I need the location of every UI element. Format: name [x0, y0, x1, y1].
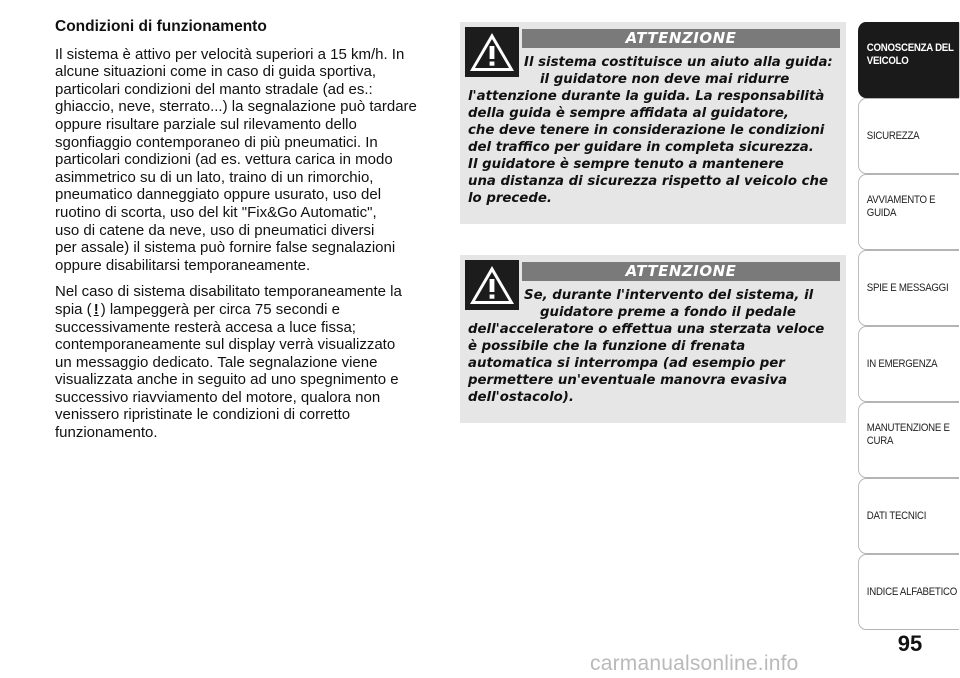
main-text-column	[55, 18, 440, 451]
tab-in-emergenza[interactable]: IN EMERGENZA	[858, 326, 959, 402]
tab-manutenzione-e-cura[interactable]: MANUTENZIONE E CURA	[858, 402, 959, 478]
section-tabs	[858, 22, 960, 630]
tab-conoscenza-del-veicolo[interactable]: CONOSCENZA DEL VEICOLO	[858, 22, 959, 98]
tab-avviamento-e-guida[interactable]: AVVIAMENTO E GUIDA	[858, 174, 959, 250]
warning-title: ATTENZIONE	[522, 29, 840, 48]
page-number: 95	[897, 631, 923, 656]
paragraph-2: Nel caso di sistema disabilitato temporaneamente la spia ( ! ) lampeggerà per circa 75 secondi e successivamente resterà accesa a luce fissa; contemporaneamente sul display verrà visualizzato un messaggio dedicato. Tale segnalazione viene visualizzata anche in seguito ad uno spegnimento e successivo riavviamento del motore, qualora non venissero ripristinate le condizioni di corretto funzionamento.	[55, 283, 402, 442]
section-heading: Condizioni di funzionamento	[55, 18, 267, 35]
warning-box-2	[460, 255, 846, 423]
warning-lamp-icon: !	[93, 300, 99, 318]
tab-spie-e-messaggi[interactable]: SPIE E MESSAGGI	[858, 250, 959, 326]
warning-box-1	[460, 22, 846, 224]
watermark: carmanualsonline.info	[590, 652, 799, 675]
tab-sicurezza[interactable]: SICUREZZA	[858, 98, 959, 174]
tab-dati-tecnici[interactable]: DATI TECNICI	[858, 478, 959, 554]
warning-text: Il sistema costituisce un aiuto alla guida: il guidatore non deve mai ridurre l'attenzione durante la guida. La responsabilità della guida è sempre affidata al guidatore, che deve tenere in considerazione le condizioni del traffico per guidare in completa sicurezza. Il guidatore è sempre tenuto a mantenere una distanza di sicurezza rispetto al veicolo che lo precede.	[468, 55, 833, 206]
paragraph-1: Il sistema è attivo per velocità superiori a 15 km/h. In alcune situazioni come in caso di guida sportiva, particolari condizioni del manto stradale (ad es.: ghiaccio, neve, sterrato...) la segnalazione può tardare oppure risultare parziale sul rilevamento dello sgonfiaggio contemporaneo di più pneumatici. In particolari condizioni (ad es. vettura carica in modo asimmetrico su di un lato, traino di un rimorchio, pneumatico danneggiato oppure usurato, uso del ruotino di scorta, uso del kit "Fix&Go Automatic", uso di catene da neve, uso di pneumatici diversi per assale) il sistema può fornire false segnalazioni oppure disabilitarsi temporaneamente.	[55, 45, 417, 274]
tab-indice-alfabetico[interactable]: INDICE ALFABETICO	[858, 554, 959, 630]
warning-title: ATTENZIONE	[522, 262, 840, 281]
warning-text: Se, durante l'intervento del sistema, il guidatore preme a fondo il pedale dell'acceleratore o effettua una sterzata veloce è possibile che la funzione di frenata automatica si interrompa (ad esempio per permettere un'eventuale manovra evasiva dell'ostacolo).	[468, 288, 825, 405]
